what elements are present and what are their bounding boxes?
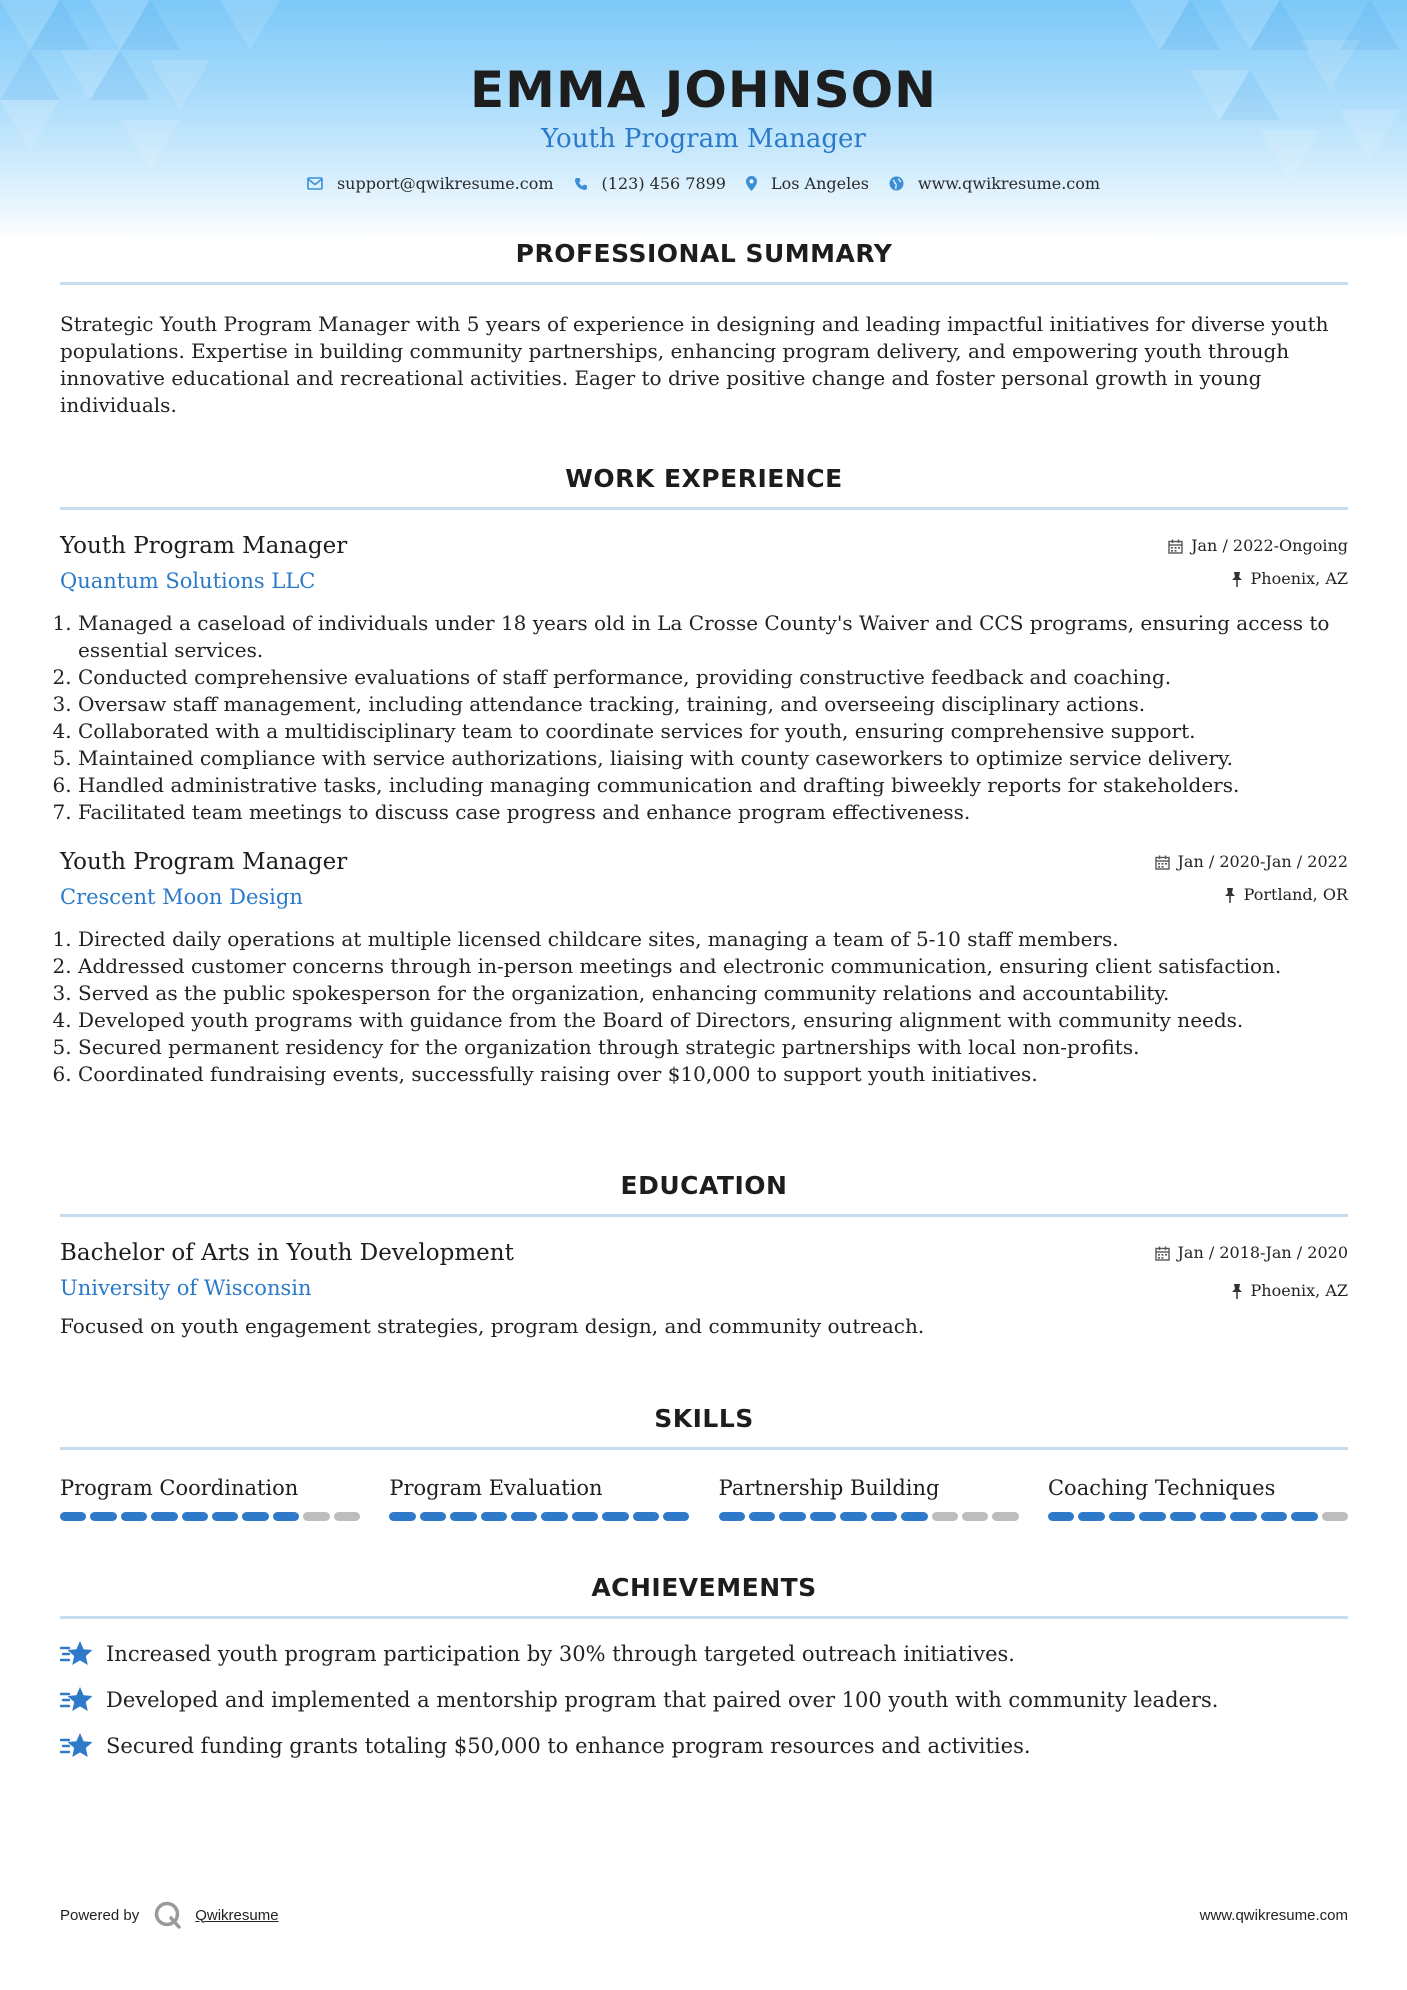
achievement-text: Increased youth program participation by 30% through targeted outreach initiatives.	[106, 1642, 1015, 1666]
list-item: 5. Maintained compliance with service authorizations, liaising with county caseworkers to optimize service delivery.	[78, 745, 1348, 772]
skill-level-segment	[1261, 1512, 1287, 1521]
calendar-icon	[1168, 539, 1183, 554]
star-icon	[60, 1685, 94, 1715]
list-item	[60, 1731, 1348, 1761]
list-item: 3. Oversaw staff management, including attendance tracking, training, and overseeing disciplinary actions.	[78, 691, 1348, 718]
skill-level-segment	[932, 1512, 958, 1521]
achievements-list	[60, 1639, 1348, 1761]
envelope-icon	[307, 177, 323, 190]
calendar-icon	[1155, 855, 1170, 870]
skill-level-segment	[1048, 1512, 1074, 1521]
skills-section	[60, 1403, 1348, 1521]
skill-level-bar	[60, 1512, 360, 1521]
globe-icon	[889, 176, 904, 191]
education-entry	[60, 1237, 1348, 1340]
skill-name: Partnership Building	[718, 1476, 940, 1500]
skill-level-segment	[389, 1512, 415, 1521]
pushpin-icon	[1231, 1284, 1243, 1299]
skill-level-segment	[450, 1512, 476, 1521]
skill-name: Program Coordination	[60, 1476, 299, 1500]
job-title: Youth Program Manager	[60, 533, 348, 559]
list-item	[60, 1685, 1348, 1715]
job-entry	[60, 846, 1348, 1088]
powered-by-label: Powered by	[60, 1906, 140, 1924]
contact-email[interactable]	[307, 174, 554, 193]
education-dates: Jan / 2018-Jan / 2020	[1177, 1243, 1348, 1262]
skill-level-segment	[182, 1512, 208, 1521]
skills-list	[60, 1474, 1348, 1521]
job-bullets	[60, 926, 1348, 1088]
job-location: Portland, OR	[1243, 885, 1348, 904]
pushpin-icon	[1224, 888, 1236, 903]
skill-level-segment	[1078, 1512, 1104, 1521]
job-dates: Jan / 2022-Ongoing	[1191, 536, 1348, 555]
skill-level-segment	[871, 1512, 897, 1521]
job-company: Quantum Solutions LLC	[60, 569, 316, 593]
phone-icon	[574, 177, 588, 191]
skill-level-segment	[719, 1512, 745, 1521]
education-section	[60, 1170, 1348, 1340]
footer-website[interactable]: www.qwikresume.com	[1199, 1906, 1348, 1924]
section-divider	[60, 507, 1348, 510]
achievements-title: ACHIEVEMENTS	[591, 1573, 817, 1602]
footer	[60, 1900, 1348, 1930]
contact-email-text: support@qwikresume.com	[336, 174, 554, 193]
skill-item	[389, 1474, 689, 1521]
pushpin-icon	[1231, 572, 1243, 587]
contact-bar	[0, 174, 1407, 193]
skill-level-segment	[840, 1512, 866, 1521]
star-icon	[60, 1639, 94, 1669]
contact-phone[interactable]	[574, 174, 726, 193]
education-title: EDUCATION	[620, 1171, 788, 1200]
education-location: Phoenix, AZ	[1250, 1281, 1348, 1300]
skill-level-segment	[1230, 1512, 1256, 1521]
skill-item	[60, 1474, 360, 1521]
skill-level-segment	[1291, 1512, 1317, 1521]
job-company: Crescent Moon Design	[60, 885, 303, 909]
skill-level-segment	[663, 1512, 689, 1521]
summary-text: Strategic Youth Program Manager with 5 years of experience in designing and leading impactful initiatives for diverse youth populations. Expertise in building community partnerships, enhancing program delivery, and empowering youth through innovative educational and recreational activities. Eager to drive positive change and foster personal growth in young individuals.	[60, 312, 1329, 417]
school-name: University of Wisconsin	[60, 1276, 312, 1300]
contact-website[interactable]	[889, 174, 1100, 193]
education-description: Focused on youth engagement strategies, program design, and community outreach.	[60, 1314, 925, 1338]
skill-item	[719, 1474, 1019, 1521]
job-entry	[60, 530, 1348, 826]
skill-level-segment	[1109, 1512, 1135, 1521]
skill-level-segment	[810, 1512, 836, 1521]
summary-section	[60, 238, 1348, 419]
candidate-name: EMMA JOHNSON	[470, 61, 937, 119]
list-item	[60, 1639, 1348, 1669]
map-marker-icon	[746, 176, 757, 191]
list-item: 2. Addressed customer concerns through in-person meetings and electronic communication, ensuring client satisfaction.	[78, 953, 1348, 980]
list-item: 2. Conducted comprehensive evaluations of staff performance, providing constructive feedback and coaching.	[78, 664, 1348, 691]
skill-level-segment	[901, 1512, 927, 1521]
section-divider	[60, 282, 1348, 285]
skill-level-segment	[90, 1512, 116, 1521]
section-divider	[60, 1447, 1348, 1450]
achievement-text: Secured funding grants totaling $50,000 to enhance program resources and activities.	[106, 1734, 1031, 1758]
list-item: 7. Facilitated team meetings to discuss case progress and enhance program effectiveness.	[78, 799, 1348, 826]
skill-level-segment	[511, 1512, 537, 1521]
skill-level-segment	[541, 1512, 567, 1521]
experience-section	[60, 463, 1348, 1088]
powered-by	[60, 1900, 279, 1930]
contact-website-text: www.qwikresume.com	[917, 174, 1101, 193]
list-item: 1. Directed daily operations at multiple licensed childcare sites, managing a team of 5-10 staff members.	[78, 926, 1348, 953]
skill-level-segment	[633, 1512, 659, 1521]
skill-level-segment	[1170, 1512, 1196, 1521]
skill-level-bar	[389, 1512, 689, 1521]
list-item: 6. Handled administrative tasks, including managing communication and drafting biweekly reports for stakeholders.	[78, 772, 1348, 799]
qwikresume-logo-icon	[153, 1900, 183, 1930]
skill-level-segment	[60, 1512, 86, 1521]
skill-level-segment	[334, 1512, 360, 1521]
skill-name: Coaching Techniques	[1047, 1476, 1276, 1500]
summary-title: PROFESSIONAL SUMMARY	[515, 239, 893, 268]
skill-level-bar	[719, 1512, 1019, 1521]
skill-level-segment	[273, 1512, 299, 1521]
skill-level-segment	[151, 1512, 177, 1521]
list-item: 4. Developed youth programs with guidance from the Board of Directors, ensuring alignment with community needs.	[78, 1007, 1348, 1034]
section-divider	[60, 1214, 1348, 1217]
skill-level-segment	[121, 1512, 147, 1521]
calendar-icon	[1155, 1246, 1170, 1261]
skill-level-segment	[992, 1512, 1018, 1521]
contact-phone-text: (123) 456 7899	[601, 174, 726, 193]
skill-item	[1048, 1474, 1348, 1521]
achievement-text: Developed and implemented a mentorship program that paired over 100 youth with community leaders.	[106, 1688, 1219, 1712]
list-item: 3. Served as the public spokesperson for the organization, enhancing community relations and accountability.	[78, 980, 1348, 1007]
skill-level-segment	[962, 1512, 988, 1521]
job-dates: Jan / 2020-Jan / 2022	[1177, 852, 1348, 871]
job-bullets	[60, 610, 1348, 826]
achievements-section	[60, 1572, 1348, 1777]
skill-level-segment	[481, 1512, 507, 1521]
list-item: 1. Managed a caseload of individuals under 18 years old in La Crosse County's Waiver and CCS programs, ensuring access to essential services.	[78, 610, 1348, 664]
section-divider	[60, 1616, 1348, 1619]
skill-level-segment	[1139, 1512, 1165, 1521]
skill-name: Program Evaluation	[389, 1476, 603, 1500]
degree-title: Bachelor of Arts in Youth Development	[60, 1240, 514, 1266]
skill-level-segment	[1322, 1512, 1348, 1521]
skill-level-segment	[749, 1512, 775, 1521]
skill-level-segment	[602, 1512, 628, 1521]
list-item: 4. Collaborated with a multidisciplinary team to coordinate services for youth, ensuring comprehensive support.	[78, 718, 1348, 745]
star-icon	[60, 1731, 94, 1761]
skill-level-segment	[779, 1512, 805, 1521]
contact-location-text: Los Angeles	[770, 174, 869, 193]
job-location: Phoenix, AZ	[1250, 569, 1348, 588]
skill-level-segment	[572, 1512, 598, 1521]
skill-level-segment	[212, 1512, 238, 1521]
job-title: Youth Program Manager	[60, 849, 348, 875]
list-item: 6. Coordinated fundraising events, successfully raising over $10,000 to support youth initiatives.	[78, 1061, 1348, 1088]
contact-location	[746, 174, 869, 193]
skill-level-segment	[1200, 1512, 1226, 1521]
skills-title: SKILLS	[654, 1404, 754, 1433]
skill-level-segment	[303, 1512, 329, 1521]
skill-level-segment	[420, 1512, 446, 1521]
candidate-role: Youth Program Manager	[541, 124, 866, 154]
skill-level-bar	[1048, 1512, 1348, 1521]
brand-link[interactable]: Qwikresume	[195, 1906, 279, 1924]
experience-title: WORK EXPERIENCE	[565, 464, 843, 493]
resume-header	[0, 60, 1407, 193]
skill-level-segment	[242, 1512, 268, 1521]
list-item: 5. Secured permanent residency for the organization through strategic partnerships with local non-profits.	[78, 1034, 1348, 1061]
